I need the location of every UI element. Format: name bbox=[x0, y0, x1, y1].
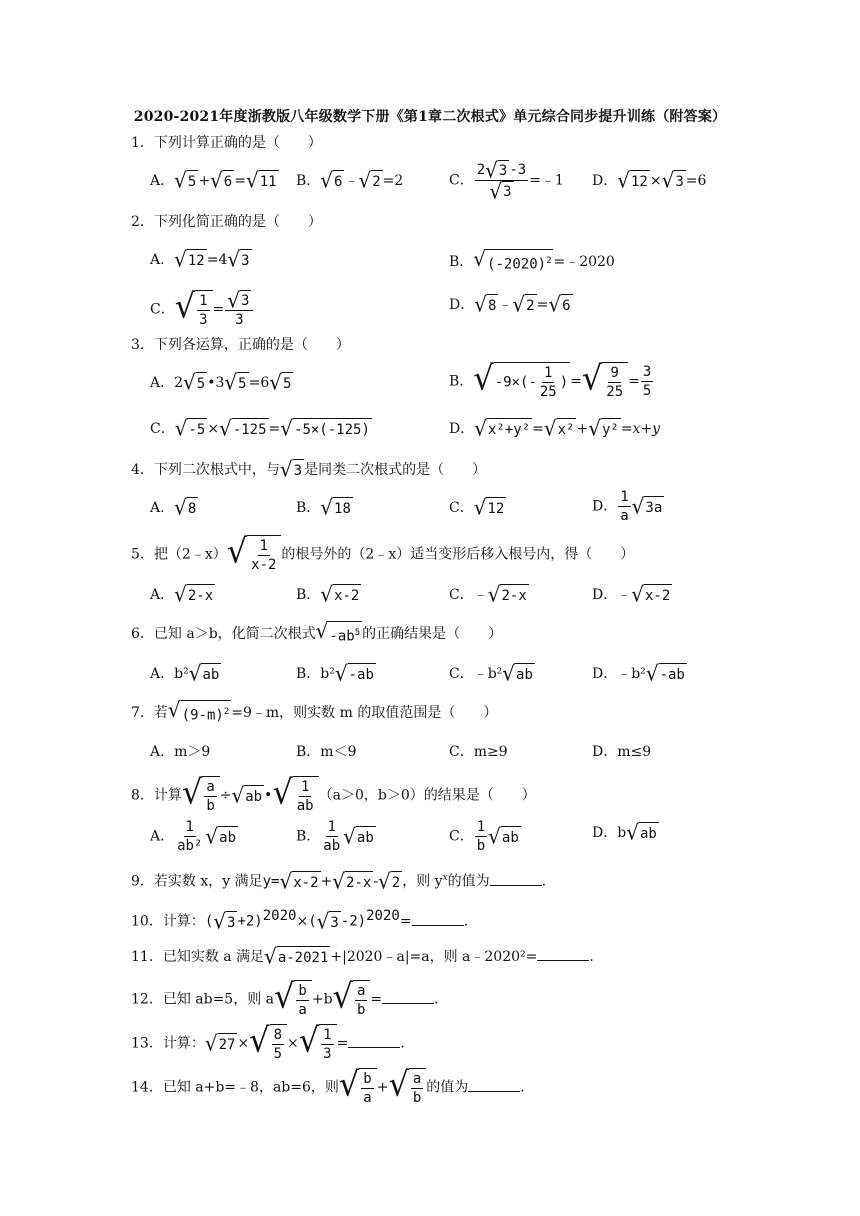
question-10-stem: 10．计算：( √ 3 +2)$^{2020}$×( √ 3 -2)$^{2020}$= . bbox=[131, 908, 469, 934]
result: =2 bbox=[382, 173, 404, 189]
q1-option-a[interactable]: A． √ 5 + √ 6 = √ 11 bbox=[150, 167, 277, 193]
q2-option-d[interactable]: D． √ 8 ﹣ √ 2 = √ 6 bbox=[449, 291, 571, 317]
question-12-stem: 12．已知 ab=5，则 a √ $\frac{b}{a}$ +b √ $\frac{a}{b}$ = . bbox=[131, 975, 439, 1018]
option-label: D． bbox=[592, 173, 618, 189]
radicand: -125 bbox=[232, 418, 269, 440]
operator: •3 bbox=[207, 375, 225, 391]
radicand: 5 bbox=[282, 372, 293, 394]
option-label: B． bbox=[296, 173, 321, 189]
option-label: B． bbox=[449, 253, 474, 270]
equals: = bbox=[570, 373, 582, 390]
equals: = bbox=[234, 173, 246, 189]
option-label: C． bbox=[449, 172, 474, 189]
radicand: 6 bbox=[333, 170, 344, 192]
answer-blank[interactable] bbox=[382, 989, 434, 1004]
operator: ﹣ bbox=[498, 297, 513, 313]
q7-option-c[interactable]: C．m≥9 bbox=[449, 744, 508, 760]
q6-option-c[interactable]: C．﹣b² √ ab bbox=[449, 660, 533, 686]
result: =6 bbox=[685, 173, 707, 189]
radicand: 3 bbox=[240, 249, 251, 271]
q4-option-c[interactable]: C． √ 12 bbox=[449, 494, 505, 520]
radicand: y² bbox=[601, 418, 621, 440]
answer-blank[interactable] bbox=[348, 1033, 400, 1048]
radicand: 5 bbox=[237, 372, 248, 394]
question-1-stem: 1．下列计算正确的是（ ） bbox=[131, 135, 322, 151]
q3-option-a[interactable]: A．2 √ 5 •3 √ 5 =6 √ 5 bbox=[150, 369, 292, 395]
coefficient: 2 bbox=[174, 375, 184, 391]
q5-option-d[interactable]: D．﹣ √ x-2 bbox=[592, 581, 671, 607]
fraction: 2 √ 3 -3 √ 3 bbox=[476, 157, 527, 204]
radicand: 5 bbox=[196, 372, 207, 394]
q2-option-a[interactable]: A． √ 12 =4 √ 3 bbox=[150, 246, 250, 272]
q1-option-b[interactable]: B． √ 6 ﹣ √ 2 =2 bbox=[296, 167, 404, 193]
q1-option-c[interactable] bbox=[449, 157, 564, 204]
equals: = bbox=[628, 373, 640, 390]
option-label: D． bbox=[449, 297, 475, 313]
result: =﹣1 bbox=[529, 172, 564, 189]
question-6-stem: 6．已知 a＞b，化简二次根式 √ $-ab^5$ 的正确结果是（ ） bbox=[131, 618, 503, 645]
q5-option-b[interactable]: B． √ x-2 bbox=[296, 581, 360, 607]
equals: = bbox=[536, 297, 549, 313]
q4-option-b[interactable]: B． √ 18 bbox=[296, 494, 351, 520]
q7-option-b[interactable]: B．m＜9 bbox=[296, 744, 357, 760]
option-label: D． bbox=[449, 421, 475, 437]
question-11-stem: 11．已知实数 a 满足 √ a-2021 +|2020﹣a|=a，则 a﹣2020²= . bbox=[131, 943, 594, 969]
q7-option-d[interactable]: D．m≤9 bbox=[592, 744, 652, 760]
radicand: 8 bbox=[487, 294, 498, 316]
radicand: -5×(-125) bbox=[293, 418, 372, 440]
radicand: 11 bbox=[259, 170, 279, 192]
answer-blank[interactable] bbox=[537, 946, 589, 961]
operator: × bbox=[207, 421, 220, 437]
result: =﹣2020 bbox=[553, 253, 615, 270]
q8-option-b[interactable]: B． $\frac{1}{ab}$ √ ab bbox=[296, 819, 374, 854]
option-label: B． bbox=[449, 373, 474, 390]
equals: =6 bbox=[248, 375, 270, 391]
q4-option-a[interactable]: A． √ 8 bbox=[150, 494, 197, 520]
option-label: C． bbox=[150, 301, 175, 318]
q5-option-c[interactable]: C．﹣ √ 2-x bbox=[449, 581, 527, 607]
radicand: x² bbox=[557, 418, 577, 440]
radicand: x²+y² bbox=[487, 418, 532, 440]
radicand: 2 bbox=[525, 294, 536, 316]
q3-option-d[interactable]: D． √ x²+y² = √ x² + √ y² =x+y bbox=[449, 415, 661, 441]
radicand: 12 bbox=[630, 170, 650, 192]
radicand: 6 bbox=[561, 294, 572, 316]
option-label: A． bbox=[150, 252, 175, 268]
equals: =4 bbox=[206, 252, 228, 268]
operator: + bbox=[576, 421, 589, 437]
radicand: 2 bbox=[371, 170, 382, 192]
q7-option-a[interactable]: A．m＞9 bbox=[150, 744, 211, 760]
exponent: 2 bbox=[546, 256, 552, 266]
question-13-stem: 13．计算： √ 27 × √ $\frac{8}{5}$ × √ $\frac{1}{3}$ = . bbox=[131, 1019, 405, 1062]
question-2-stem: 2．下列化简正确的是（ ） bbox=[131, 214, 322, 230]
q8-option-c[interactable]: C． $\frac{1}{b}$ √ ab bbox=[449, 819, 519, 854]
radicand: 12 bbox=[187, 249, 207, 271]
q2-option-c[interactable]: C． √ $\frac{1}{3}$ = √ 3 3 bbox=[150, 290, 254, 329]
option-label: C． bbox=[150, 421, 175, 437]
q2-option-b[interactable]: B． √ $(-2020)^2$ =﹣2020 bbox=[449, 246, 615, 273]
radicand: (-2020) bbox=[487, 256, 547, 273]
question-3-stem: 3．下列各运算，正确的是（ ） bbox=[131, 337, 350, 353]
question-8-stem: 8．计算 √ $\frac{a}{b}$ ÷ √ ab • √ $\frac{1}{ab}$ （a＞0，b＞0）的结果是（ ） bbox=[131, 771, 536, 814]
question-9-stem: 9．若实数 x，y 满足y= √ x-2 + √ 2-x - √ 2 ，则 $y^x$的值为 . bbox=[131, 868, 547, 894]
answer-blank[interactable] bbox=[490, 871, 542, 886]
q3-option-c[interactable]: C． √ -5 × √ -125 = √ -5×(-125) bbox=[150, 415, 370, 441]
fraction: $\frac{3}{5}$ bbox=[642, 364, 652, 399]
q5-option-a[interactable]: A． √ 2-x bbox=[150, 581, 214, 607]
answer-blank[interactable] bbox=[412, 911, 464, 926]
q1-option-d[interactable]: D． √ 12 × √ 3 =6 bbox=[592, 167, 707, 193]
radicand: 6 bbox=[223, 170, 234, 192]
operator: + bbox=[198, 173, 211, 189]
radicand: -5 bbox=[187, 418, 207, 440]
question-4-stem: 4．下列二次根式中，与 √ 3 是同类二次根式的是（ ） bbox=[131, 456, 487, 482]
equals: = bbox=[268, 421, 281, 437]
fraction: √ 3 3 bbox=[225, 290, 253, 329]
operator: ﹣ bbox=[344, 173, 359, 189]
q4-option-d[interactable]: D． $\frac{1}{a}$ √ 3a bbox=[592, 489, 663, 524]
option-label: A． bbox=[150, 375, 175, 391]
page-title: 2020-2021年度浙教版八年级数学下册《第1章二次根式》单元综合同步提升训练（附答案） bbox=[133, 109, 727, 125]
operator: × bbox=[649, 173, 662, 189]
equals: = bbox=[532, 421, 544, 437]
question-7-stem: 7．若 √ $(9-m)^2$ =9﹣m，则实数 m 的取值范围是（ ） bbox=[131, 697, 498, 724]
option-label: A． bbox=[150, 173, 175, 189]
radicand: 5 bbox=[187, 170, 198, 192]
answer-blank[interactable] bbox=[468, 1077, 520, 1092]
result: =x+y bbox=[620, 421, 661, 437]
q6-option-b[interactable]: B．b² √ -ab bbox=[296, 660, 374, 686]
q3-option-b[interactable]: B． √ -9×(- $\frac{1}{25}$ ) = √ $\frac{9}{25}$ = $\frac{3}{5}$ bbox=[449, 357, 652, 400]
q6-option-d[interactable]: D．﹣b² √ -ab bbox=[592, 660, 685, 686]
question-5-stem: 5．把（2﹣x） √ $\frac{1}{x-2}$ 的根号外的（2﹣x）适当变形后移入根号内，得（ ） bbox=[131, 530, 635, 573]
q8-option-d[interactable]: D．b √ ab bbox=[592, 819, 657, 845]
radicand: 3 bbox=[674, 170, 685, 192]
question-14-stem: 14．已知 a+b=﹣8，ab=6，则 √ $\frac{b}{a}$ + √ $\frac{a}{b}$ 的值为 . bbox=[131, 1063, 525, 1106]
equals: = bbox=[212, 301, 225, 318]
q6-option-a[interactable]: A．b² √ ab bbox=[150, 660, 220, 686]
q8-option-a[interactable]: A． $\frac{1}{\text{ab²}}$ √ ab bbox=[150, 819, 237, 854]
